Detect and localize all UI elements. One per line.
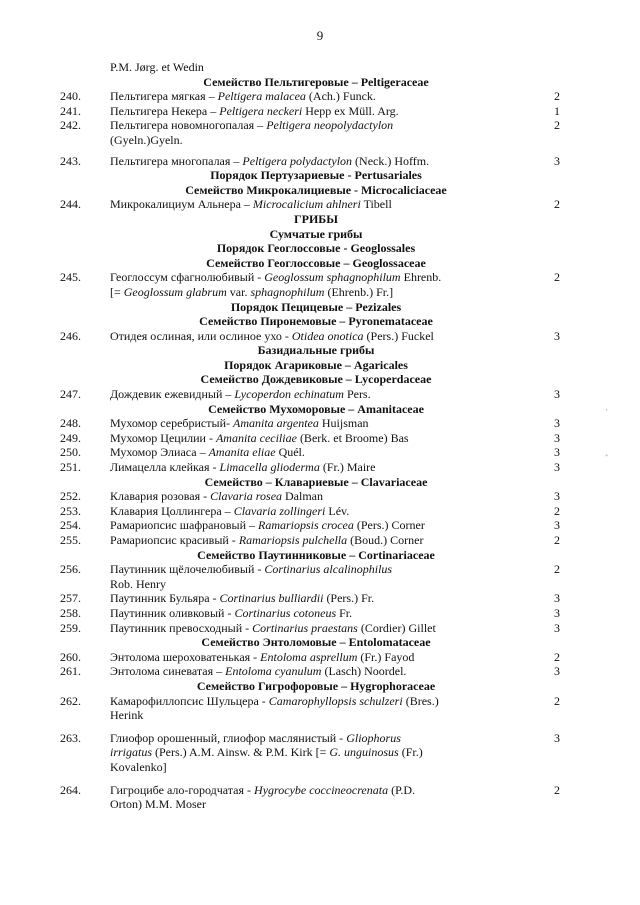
entry-line: [110, 133, 522, 148]
rarity-category: 3: [554, 445, 560, 460]
entry-text: [110, 621, 522, 636]
entry-number: 255.: [60, 533, 81, 547]
entry-line: [110, 431, 522, 446]
entry-segment: Гигроцибе ало-городчатая -: [110, 782, 255, 797]
entry-segment: Паутинник превосходный -: [110, 620, 253, 635]
species-entry: [60, 104, 560, 119]
entry-segment: Лимацелла клейкая -: [110, 460, 220, 475]
entry-number: 261.: [60, 664, 81, 679]
latin-name: Amanita eliae: [208, 445, 276, 460]
entry-text: [110, 606, 522, 621]
rarity-category: 3: [554, 518, 560, 533]
section-heading-text: Семейство Микрокалициевые - Microcaliciaceae: [185, 182, 447, 197]
section-heading: [60, 227, 522, 242]
latin-name: Microcalicium ahlneri: [252, 197, 361, 212]
section-heading-text: Порядок Пертузариевые - Pertusariales: [210, 168, 422, 183]
latin-name: Clavaria zollingeri: [233, 503, 326, 518]
entry-segment: Fr.: [336, 605, 353, 620]
entry-text: [110, 460, 522, 475]
entry-line: [110, 694, 522, 709]
entry-text: [110, 562, 522, 591]
entry-line: [110, 591, 522, 606]
entry-line: [110, 783, 522, 798]
entry-number: 263.: [60, 730, 81, 745]
species-entry: [60, 518, 560, 533]
entry-segment: (Ehrenb.) Fr.]: [324, 284, 394, 299]
entry-text: [110, 329, 522, 344]
species-entry: [60, 591, 560, 606]
entry-segment: Микрокалициум Альнера –: [110, 197, 253, 212]
species-entry: [60, 504, 560, 519]
latin-name: Peltigera malacea: [217, 89, 306, 104]
entry-line: [110, 606, 522, 621]
entry-segment: Hepp ex Müll. Arg.: [302, 103, 399, 118]
entry-number: 258.: [60, 605, 81, 620]
rarity-category: 2: [554, 118, 560, 133]
latin-name: Gliophorus: [346, 730, 401, 745]
entry-line: [110, 650, 522, 665]
entry-segment: Dalman: [282, 489, 324, 504]
entry-number: 253.: [60, 503, 81, 518]
section-heading-text: Семейство Гигрофоровые – Hygrophoraceae: [196, 678, 436, 693]
entry-number: 243.: [60, 153, 81, 168]
entry-number: 254.: [60, 518, 81, 533]
entry-segment: (Pers.) Corner: [353, 518, 425, 533]
rarity-category: 3: [554, 387, 560, 402]
entry-segment: Пельтигера новомногопалая –: [110, 118, 267, 133]
rarity-category: 3: [554, 730, 560, 745]
entry-segment: (Lasch) Noordel.: [321, 664, 407, 679]
section-heading-text: Базидиальные грибы: [257, 343, 375, 358]
section-heading: [60, 314, 522, 329]
entry-number: 260.: [60, 649, 81, 664]
rarity-category: 2: [554, 649, 560, 664]
section-heading: [60, 475, 522, 490]
entry-segment: (Fr.): [398, 745, 423, 760]
entry-line: [110, 489, 522, 504]
entry-line: [110, 460, 522, 475]
latin-name: Camarophyllopsis schulzeri: [268, 693, 403, 708]
entry-segment: Паутинник оливковый -: [110, 605, 235, 620]
species-entry: [60, 533, 560, 548]
entry-segment: (Boud.) Corner: [347, 533, 424, 547]
rarity-category: 3: [554, 460, 560, 475]
entry-line: [110, 533, 522, 548]
rarity-category: 2: [554, 503, 560, 518]
entry-number: 248.: [60, 416, 81, 431]
entry-segment: Рамариопсис красивый -: [110, 533, 239, 547]
entry-text: [110, 270, 522, 299]
entry-line: [110, 621, 522, 636]
latin-name: Cortinarius bulliardii: [219, 591, 324, 606]
entry-line: [110, 577, 522, 592]
species-entry: [60, 650, 560, 665]
entry-segment: Ehrenb.: [400, 270, 442, 285]
species-list: [60, 60, 560, 812]
species-entry: [60, 445, 560, 460]
entry-number: 240.: [60, 89, 81, 104]
section-heading-text: Сумчатые грибы: [269, 226, 363, 241]
entry-line: [110, 197, 522, 212]
entry-line: P.M. Jørg. et Wedin: [110, 60, 204, 74]
section-heading: [60, 212, 522, 227]
entry-line: [110, 664, 522, 679]
latin-name: Peltigera neckeri: [219, 103, 303, 118]
section-heading: [60, 256, 522, 271]
rarity-category: 2: [554, 782, 560, 797]
species-entry: [60, 270, 560, 299]
latin-name: Amanita ceciliae: [215, 430, 297, 445]
section-heading: [60, 372, 522, 387]
species-entry: [60, 621, 560, 636]
section-heading-text: Семейство Мухоморовые – Amanitaceae: [208, 401, 424, 416]
latin-name: Ramariopsis crocea: [258, 518, 354, 533]
margin-mark: ʿ: [605, 408, 608, 418]
rarity-category: 3: [554, 328, 560, 343]
entry-text: [110, 118, 522, 147]
latin-name: Ramariopsis pulchella: [238, 533, 348, 547]
entry-segment: Herink: [110, 708, 144, 723]
entry-segment: Мухомор серебристый-: [110, 416, 233, 431]
rarity-category: 3: [554, 605, 560, 620]
entry-line: [110, 154, 522, 169]
rarity-category: 2: [554, 197, 560, 212]
entry-number: 244.: [60, 197, 81, 212]
section-heading-text: Семейство – Клавариевые – Clavariaceae: [204, 474, 428, 489]
entry-line: [110, 797, 522, 812]
entry-segment: Камарофиллопсис Шульцера -: [110, 693, 269, 708]
entry-text: [110, 60, 522, 75]
entry-number: 241.: [60, 103, 81, 118]
section-heading: [60, 548, 522, 563]
entry-text: [110, 504, 522, 519]
section-heading-text: Семейство Геоглоссовые – Geoglossaceae: [206, 255, 426, 270]
entry-text: [110, 731, 522, 775]
entry-segment: (Pers.) Fuckel: [363, 328, 434, 343]
spacer: [60, 775, 560, 783]
entry-segment: Дождевик ежевидный –: [110, 387, 235, 402]
entry-number: 262.: [60, 693, 81, 708]
entry-text: [110, 591, 522, 606]
latin-name: G. unguinosus: [329, 745, 399, 760]
rarity-category: 2: [554, 270, 560, 285]
section-heading: [60, 402, 522, 417]
species-entry: [60, 783, 560, 812]
entry-segment: Глиофор орошенный, глиофор маслянистый -: [110, 730, 347, 745]
page-number: 9: [316, 28, 324, 43]
species-entry: [60, 387, 560, 402]
species-entry: [60, 664, 560, 679]
entry-line: [110, 504, 522, 519]
species-entry: [60, 460, 560, 475]
section-heading-text: Семейство Паутинниковые – Cortinariaceae: [197, 547, 435, 562]
entry-text: [110, 154, 522, 169]
entry-segment: (Pers.) A.M. Ainsw. & P.M. Kirk [=: [152, 745, 330, 760]
entry-text: [110, 431, 522, 446]
species-entry: [60, 606, 560, 621]
entry-line: [110, 745, 522, 760]
section-heading: [60, 183, 522, 198]
latin-name: Otidea onotica: [291, 328, 364, 343]
entry-segment: Паутинник щёлочелюбивый -: [110, 562, 265, 577]
entry-number: 250.: [60, 445, 81, 460]
entry-text: [110, 89, 522, 104]
section-heading: [60, 358, 522, 373]
species-entry: [60, 489, 560, 504]
latin-name: Entoloma cyanulum: [225, 664, 322, 679]
entry-number: 259.: [60, 620, 81, 635]
entry-segment: Геоглоссум сфагнолюбивый -: [110, 270, 265, 285]
rarity-category: 3: [554, 664, 560, 679]
entry-number: 245.: [60, 270, 81, 285]
entry-segment: Мухомор Цецилии -: [110, 430, 216, 445]
entry-segment: (Berk. et Broome) Bas: [296, 430, 409, 445]
entry-segment: Huijsman: [318, 416, 369, 431]
entry-number: 264.: [60, 782, 81, 797]
entry-text: [110, 445, 522, 460]
entry-text: [110, 533, 522, 548]
latin-name: Peltigera neopolydactylon: [266, 118, 394, 133]
section-heading-text: Семейство Дождевиковые – Lycoperdaceae: [200, 372, 432, 387]
section-heading: [60, 241, 522, 256]
entry-segment: (Bres.): [402, 693, 439, 708]
latin-name: Amanita argentea: [232, 416, 319, 431]
rarity-category: 2: [554, 533, 560, 547]
entry-segment: Пельтигера мягкая –: [110, 89, 218, 104]
entry-number: 256.: [60, 562, 81, 577]
entry-segment: Пельтигера многопалая –: [110, 153, 243, 168]
rarity-category: 3: [554, 620, 560, 635]
rarity-category: 3: [554, 416, 560, 431]
entry-segment: (Pers.) Fr.: [323, 591, 375, 606]
latin-name: Clavaria rosea: [210, 489, 283, 504]
species-entry: [60, 562, 560, 591]
latin-name: Lycoperdon echinatum: [234, 387, 344, 402]
rarity-category: 2: [554, 89, 560, 104]
entry-segment: Рамариопсис шафрановый –: [110, 518, 258, 533]
latin-name: Cortinarius alcalinophilus: [264, 562, 393, 577]
section-heading: [60, 679, 522, 694]
entry-segment: Энтолома шероховатенькая -: [110, 649, 261, 664]
entry-segment: Quél.: [275, 445, 305, 460]
latin-name: Hygrocybe coccineocrenata: [254, 782, 389, 797]
entry-segment: Пельтигера Некера –: [110, 103, 220, 118]
entry-text: [110, 416, 522, 431]
entry-line: [110, 104, 522, 119]
entry-number: 252.: [60, 489, 81, 504]
entry-number: 246.: [60, 328, 81, 343]
section-heading: [60, 300, 522, 315]
entry-segment: (P.D.: [388, 782, 416, 797]
entry-segment: var.: [226, 284, 251, 299]
entry-line: [110, 760, 522, 775]
species-entry: [60, 89, 560, 104]
entry-line: [110, 89, 522, 104]
entry-line: [110, 708, 522, 723]
rarity-category: 3: [554, 489, 560, 504]
species-entry: [60, 118, 560, 147]
entry-text: [110, 694, 522, 723]
entry-segment: Orton) M.M. Moser: [110, 797, 206, 812]
entry-line: [110, 416, 522, 431]
entry-line: [110, 445, 522, 460]
entry-segment: (Fr.) Fayod: [357, 649, 415, 664]
entry-segment: (Fr.) Maire: [319, 460, 376, 475]
section-heading-text: Семейство Энтоломовые – Entolomataceae: [201, 635, 431, 650]
species-entry: [60, 154, 560, 169]
section-heading-text: Порядок Агариковые – Agaricales: [224, 357, 408, 372]
species-entry: [60, 731, 560, 775]
latin-name: Geoglossum sphagnophilum: [264, 270, 401, 285]
entry-segment: (Gyeln.)Gyeln.: [110, 132, 183, 147]
entry-segment: [=: [110, 284, 124, 299]
margin-mark: ﾞ: [605, 454, 610, 464]
section-heading: [60, 75, 522, 90]
section-heading-text: Порядок Геоглоссовые - Geoglossales: [216, 241, 416, 256]
entry-line: [110, 731, 522, 746]
entry-segment: Kovalenko]: [110, 759, 167, 774]
entry-text: [110, 104, 522, 119]
entry-segment: Клавария Цоллингера –: [110, 503, 234, 518]
species-entry: [60, 431, 560, 446]
species-entry: [60, 329, 560, 344]
species-entry: [60, 197, 560, 212]
latin-name: Entoloma asprellum: [260, 649, 358, 664]
entry-text: [110, 783, 522, 812]
entry-text: [110, 664, 522, 679]
entry-segment: Lév.: [325, 503, 350, 518]
species-entry: [60, 694, 560, 723]
entry-line: [110, 270, 522, 285]
section-heading-text: Семейство Пиронемовые – Pyronemataceae: [199, 314, 433, 329]
entry-line: [110, 387, 522, 402]
entry-segment: Энтолома синеватая –: [110, 664, 226, 679]
section-heading-text: ГРИБЫ: [293, 211, 338, 226]
latin-name: Cortinarius praestans: [252, 620, 358, 635]
latin-name: irrigatus: [110, 745, 153, 760]
section-heading-text: Семейство Пельтигеровые – Peltigeraceae: [203, 74, 429, 89]
rarity-category: 1: [554, 103, 560, 118]
entry-number: 242.: [60, 118, 81, 133]
entry-text: [110, 489, 522, 504]
rarity-category: 3: [554, 430, 560, 445]
rarity-category: 3: [554, 591, 560, 606]
rarity-category: 2: [554, 693, 560, 708]
entry-segment: Tibell: [360, 197, 392, 212]
entry-line: [110, 518, 522, 533]
entry-line: [110, 562, 522, 577]
latin-name: sphagnophilum: [250, 284, 325, 299]
entry-segment: Клавария розовая -: [110, 489, 211, 504]
entry-number: 249.: [60, 430, 81, 445]
entry-number: 247.: [60, 387, 81, 402]
entry-number: 251.: [60, 460, 81, 475]
rarity-category: 3: [554, 153, 560, 168]
latin-name: Peltigera polydactylon: [242, 153, 353, 168]
entry-text: [110, 518, 522, 533]
latin-name: Limacella glioderma: [219, 460, 320, 475]
entry-text: [110, 197, 522, 212]
section-heading-text: Порядок Пецицевые – Pezizales: [230, 299, 402, 314]
entry-number: 257.: [60, 591, 81, 606]
latin-name: Geoglossum glabrum: [123, 284, 227, 299]
spacer: [60, 723, 560, 731]
section-heading: [60, 343, 522, 358]
entry-line: [110, 285, 522, 300]
entry-segment: Отидея ослиная, или ослиное ухо -: [110, 328, 292, 343]
entry-text: [110, 650, 522, 665]
rarity-category: 2: [554, 562, 560, 577]
species-entry: [60, 416, 560, 431]
entry-line: [110, 118, 522, 133]
entry-segment: Мухомор Элиаса –: [110, 445, 209, 460]
entry-segment: (Cordier) Gillet: [357, 620, 436, 635]
entry-segment: (Neck.) Hoffm.: [352, 153, 430, 168]
entry-segment: Pers.: [343, 387, 371, 402]
entry-segment: Паутинник Бульяра -: [110, 591, 220, 606]
entry-segment: Rob. Henry: [110, 576, 166, 591]
continuation-row: [60, 60, 560, 75]
entry-segment: (Ach.) Funck.: [305, 89, 376, 104]
entry-text: [110, 387, 522, 402]
entry-line: [110, 329, 522, 344]
section-heading: [60, 168, 522, 183]
latin-name: Cortinarius cotoneus: [234, 605, 337, 620]
section-heading: [60, 635, 522, 650]
